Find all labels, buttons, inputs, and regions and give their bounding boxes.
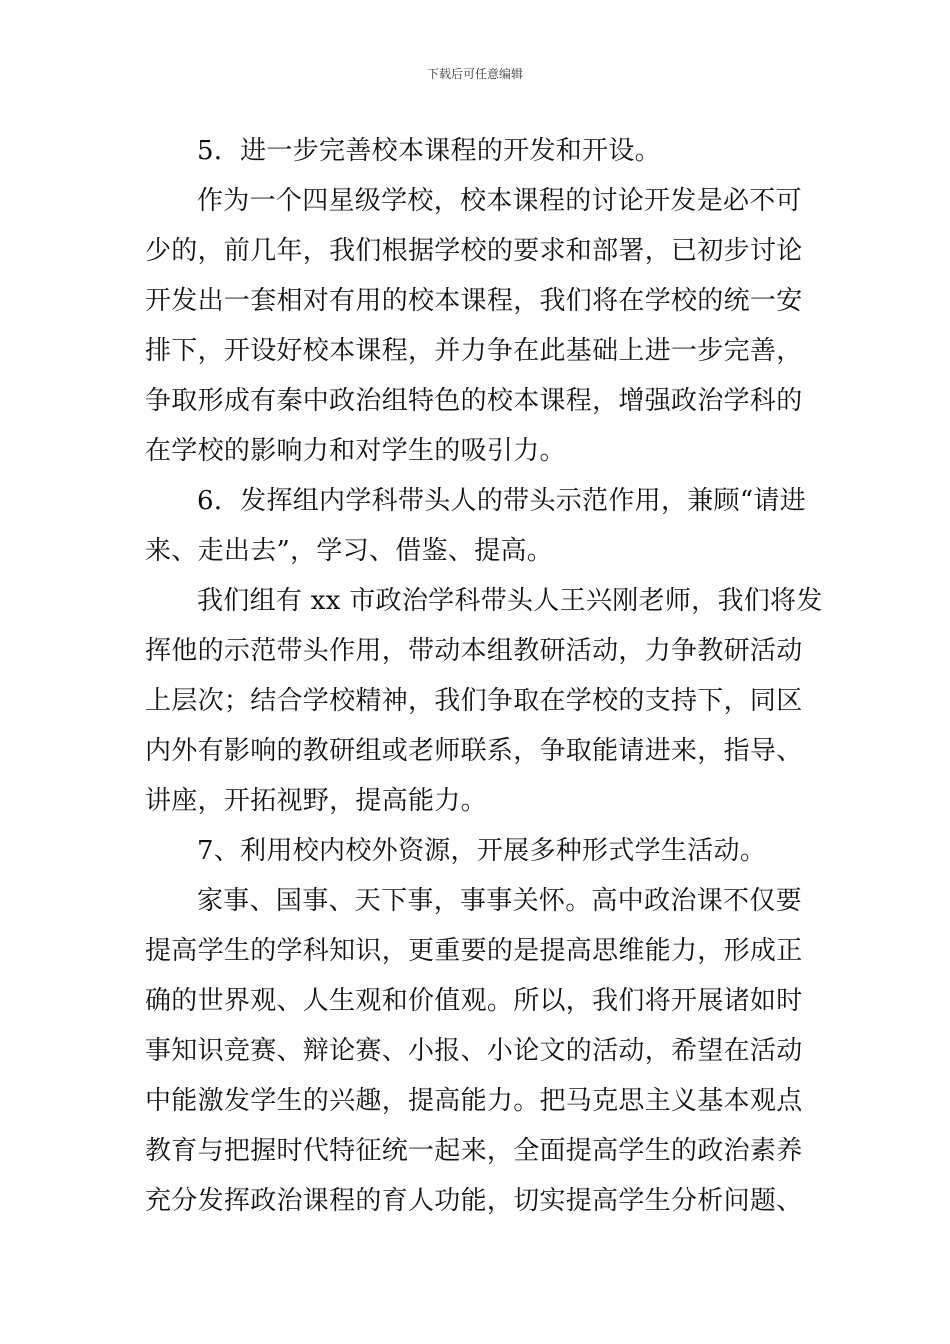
text-line: 来、走出去”，学习、借鉴、提高。 [145, 536, 554, 566]
text-line: 少的，前几年，我们根据学校的要求和部署，已初步讨论 [145, 236, 803, 266]
text-line: 确的世界观、人生观和价值观。所以，我们将开展诸如时 [145, 986, 803, 1016]
page-header: 下载后可任意编辑 [426, 67, 523, 81]
text-line: 开发出一套相对有用的校本课程，我们将在学校的统一安 [145, 286, 803, 316]
text-line: 充分发挥政治课程的育人功能，切实提高学生分析问题、 [145, 1186, 803, 1216]
text-line: 在学校的影响力和对学生的吸引力。 [145, 436, 566, 466]
text-line: 提高学生的学科知识，更重要的是提高思维能力，形成正 [145, 936, 803, 966]
text-line: 5．进一步完善校本课程的开发和开设。 [197, 136, 661, 166]
text-line: 争取形成有秦中政治组特色的校本课程，增强政治学科的 [145, 386, 803, 416]
text-line: 家事、国事、天下事，事事关怀。高中政治课不仅要 [197, 886, 802, 916]
text-line: 中能激发学生的兴趣，提高能力。把马克思主义基本观点 [145, 1086, 803, 1116]
text-line: 讲座，开拓视野，提高能力。 [145, 786, 487, 816]
text-line: 事知识竞赛、辩论赛、小报、小论文的活动，希望在活动 [145, 1036, 803, 1066]
text-line: 作为一个四星级学校，校本课程的讨论开发是必不可 [197, 186, 802, 216]
text-line: 上层次；结合学校精神，我们争取在学校的支持下，同区 [145, 686, 803, 716]
document-body [145, 126, 823, 1226]
text-line: 排下，开设好校本课程，并力争在此基础上进一步完善， [145, 336, 803, 366]
text-line: 6．发挥组内学科带头人的带头示范作用，兼顾“请进 [197, 486, 807, 516]
text-line: 我们组有 xx 市政治学科带头人王兴刚老师，我们将发 [197, 586, 823, 616]
text-line: 挥他的示范带头作用，带动本组教研活动，力争教研活动 [145, 636, 803, 666]
text-line: 内外有影响的教研组或老师联系，争取能请进来，指导、 [145, 736, 803, 766]
text-line: 教育与把握时代特征统一起来，全面提高学生的政治素养 [145, 1136, 803, 1166]
text-line: 7、利用校内校外资源，开展多种形式学生活动。 [197, 836, 767, 866]
